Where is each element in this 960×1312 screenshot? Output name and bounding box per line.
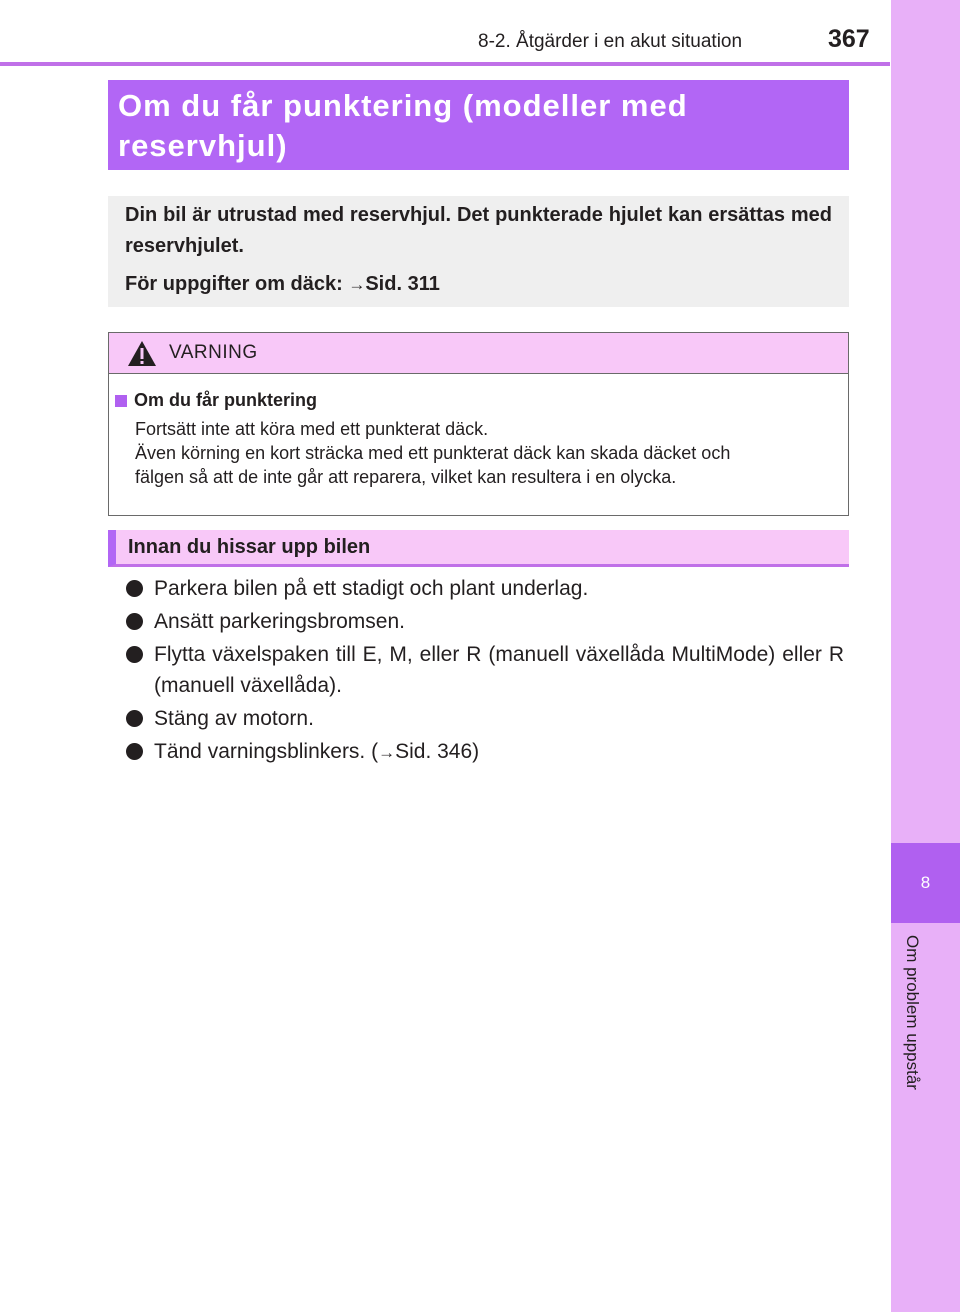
square-bullet-icon bbox=[115, 395, 127, 407]
list-item: Flytta växelspaken till E, M, eller R (manuell växellåda MultiMode) eller R (manuell växellåda). bbox=[126, 639, 844, 701]
intro-text: Din bil är utrustad med reservhjul. Det punkterade hjulet kan ersättas med reservhjulet. bbox=[125, 204, 832, 257]
bullet-dot-icon bbox=[126, 613, 143, 630]
warning-triangle-icon bbox=[127, 340, 157, 367]
list-item: Ansätt parkeringsbromsen. bbox=[126, 606, 844, 637]
chapter-title-vertical: Om problem uppstår bbox=[903, 935, 922, 1090]
list-item: Stäng av motorn. bbox=[126, 703, 844, 734]
header-rule bbox=[0, 62, 890, 66]
warning-subheading-text: Om du får punktering bbox=[134, 390, 318, 410]
intro-reference bbox=[125, 269, 832, 300]
arrow-right-icon: → bbox=[348, 275, 366, 294]
warning-subheading bbox=[115, 390, 842, 411]
intro-ref-label: För uppgifter om däck: bbox=[125, 273, 349, 295]
warning-box bbox=[108, 332, 849, 516]
running-header-section: 8-2. Åtgärder i en akut situation bbox=[478, 31, 743, 52]
bullet-dot-icon bbox=[126, 710, 143, 727]
chapter-number-tab: 8 bbox=[891, 843, 960, 923]
bullet-dot-icon bbox=[126, 580, 143, 597]
warning-header bbox=[109, 333, 848, 374]
intro-box bbox=[108, 196, 849, 307]
warning-text bbox=[135, 417, 842, 489]
list-item: Tänd varningsblinkers. (→Sid. 346) bbox=[126, 736, 844, 768]
step-list bbox=[126, 573, 844, 770]
warning-line: Fortsätt inte att köra med ett punkterat däck. bbox=[135, 419, 489, 439]
page-number: 367 bbox=[828, 25, 870, 53]
warning-label: VARNING bbox=[169, 342, 258, 363]
warning-body bbox=[109, 374, 848, 489]
bullet-dot-icon bbox=[126, 646, 143, 663]
subsection-heading: Innan du hissar upp bilen bbox=[108, 530, 849, 567]
bullet-dot-icon bbox=[126, 743, 143, 760]
list-item: Parkera bilen på ett stadigt och plant underlag. bbox=[126, 573, 844, 604]
warning-line: fälgen så att de inte går att reparera, vilket kan resultera i en olycka. bbox=[135, 467, 677, 487]
section-title-box bbox=[108, 80, 849, 170]
arrow-right-icon: → bbox=[378, 743, 396, 762]
intro-ref-page: Sid. 311 bbox=[365, 273, 440, 295]
section-title: Om du får punktering (modeller med reservhjul) bbox=[118, 88, 688, 163]
warning-line: Även körning en kort sträcka med ett punkterat däck kan skada däcket och bbox=[135, 443, 731, 463]
